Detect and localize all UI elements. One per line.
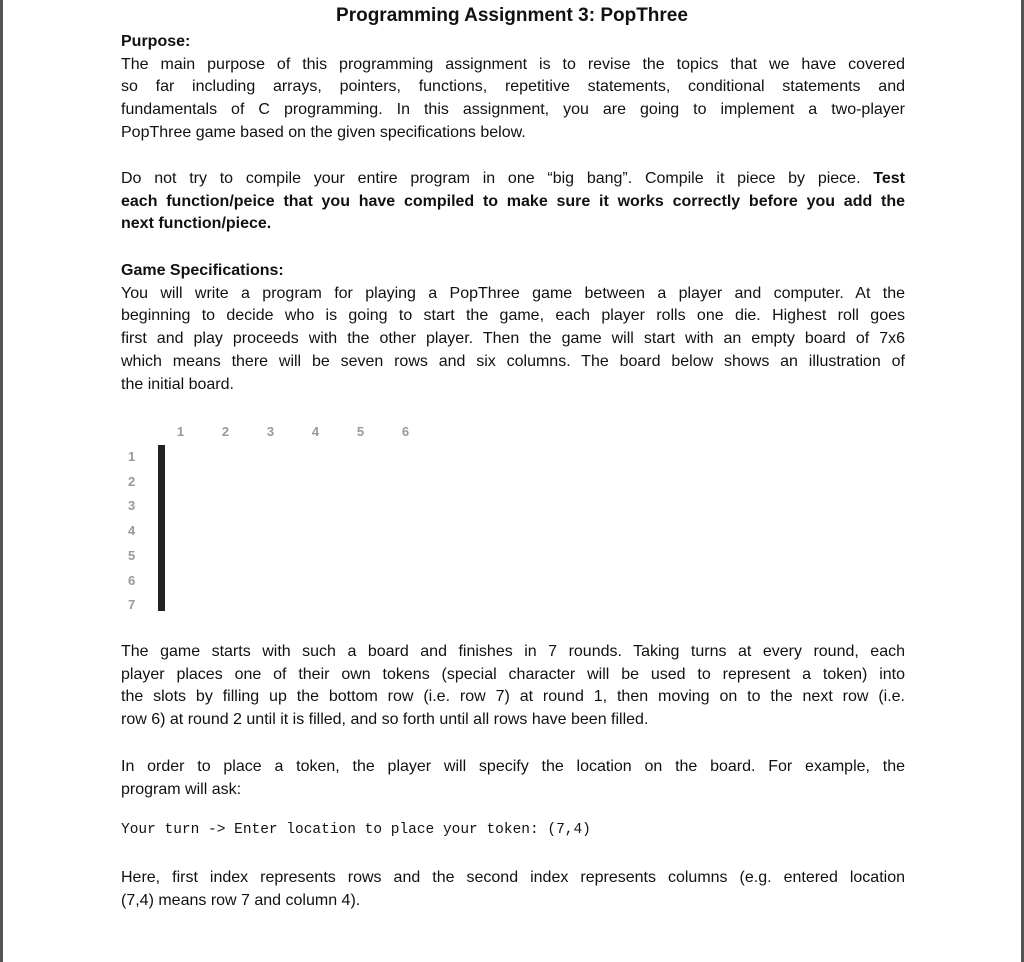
specs-section	[121, 260, 905, 396]
board-cell	[164, 540, 165, 564]
window-edge-left	[0, 0, 3, 962]
board-cell	[164, 563, 165, 587]
row-number: 3	[128, 498, 136, 514]
board-row	[159, 446, 165, 470]
text-line: fundamentals of C programming. In this assignment, you are going to implement a two-player	[121, 101, 905, 119]
row-number: 7	[128, 597, 136, 613]
document-title: Programming Assignment 3: PopThree	[336, 5, 688, 26]
text-line: The main purpose of this programming assignment is to revise the topics that we have covered	[121, 55, 905, 73]
text-line: Here, first index represents rows and the second index represents columns (e.g. entered location	[121, 869, 905, 886]
text-line: PopThree game based on the given specifications below.	[121, 123, 526, 141]
row-number: 1	[128, 449, 136, 464]
text-line: In order to place a token, the player will specify the location on the board. For example, the	[121, 758, 905, 775]
text-line: (7,4) means row 7 and column 4).	[121, 891, 361, 909]
text-line: program will ask:	[121, 780, 242, 798]
row-number: 6	[128, 572, 136, 588]
board-cell	[164, 587, 165, 611]
code-example: Your turn -> Enter location to place your token: (7,4)	[121, 822, 591, 838]
text-line: the initial board.	[121, 375, 234, 393]
board-grid	[158, 445, 165, 611]
text-line: The game starts with such a board and finishes in 7 rounds. Taking turns at every round, each	[121, 643, 905, 660]
board-row	[159, 563, 165, 587]
specs-paragraph	[121, 283, 905, 397]
rounds-paragraph	[121, 641, 905, 732]
column-number: 3	[266, 424, 275, 439]
purpose-heading: Purpose:	[121, 33, 191, 50]
advice-paragraph	[121, 168, 905, 236]
board-row	[159, 493, 165, 517]
column-number: 5	[356, 424, 365, 439]
text-line: You will write a program for playing a PopThree game between a player and computer. At the	[121, 284, 905, 302]
purpose-paragraph	[121, 54, 905, 145]
advice-line	[121, 168, 905, 191]
board-row	[159, 469, 165, 493]
board-row	[159, 587, 165, 611]
row-number: 4	[128, 523, 136, 539]
column-number: 1	[176, 424, 185, 439]
text-line: the slots by filling up the bottom row (i.e. row 7) at round 1, then moving on to the next row (i.e.	[121, 688, 905, 706]
board-row	[159, 540, 165, 564]
advice-line: each function/peice that you have compiled to make sure it works correctly before you add the	[121, 192, 905, 210]
row-number: 5	[128, 547, 136, 563]
board-cell	[164, 446, 165, 470]
text-line: player places one of their own tokens (special character will be used to represent a token) into	[121, 665, 905, 683]
specs-heading: Game Specifications:	[121, 262, 284, 279]
text-line: first and play proceeds with the other player. Then the game will start with an empty board of 7x6	[121, 330, 905, 348]
text-line: so far including arrays, pointers, functions, repetitive statements, conditional statements and	[121, 78, 905, 96]
advice-bold-text: Test	[873, 170, 905, 187]
advice-text: Do not try to compile your entire program in one “big bang”. Compile it piece by piece.	[121, 170, 861, 187]
board-row	[159, 516, 165, 540]
placement-paragraph	[121, 756, 905, 801]
text-line: which means there will be seven rows and six columns. The board below shows an illustration of	[121, 352, 905, 370]
explanation-paragraph	[121, 867, 905, 912]
board-cell	[164, 469, 165, 493]
column-number: 4	[311, 424, 320, 439]
purpose-section	[121, 31, 905, 145]
board-cell	[164, 493, 165, 517]
column-number: 2	[221, 424, 230, 439]
row-number: 2	[128, 473, 136, 489]
text-line: beginning to decide who is going to start the game, each player rolls one die. Highest roll goes	[121, 307, 905, 325]
advice-line: next function/piece.	[121, 215, 272, 233]
column-number: 6	[401, 424, 410, 439]
text-line: row 6) at round 2 until it is filled, and so forth until all rows have been filled.	[121, 711, 649, 729]
board-cell	[164, 516, 165, 540]
